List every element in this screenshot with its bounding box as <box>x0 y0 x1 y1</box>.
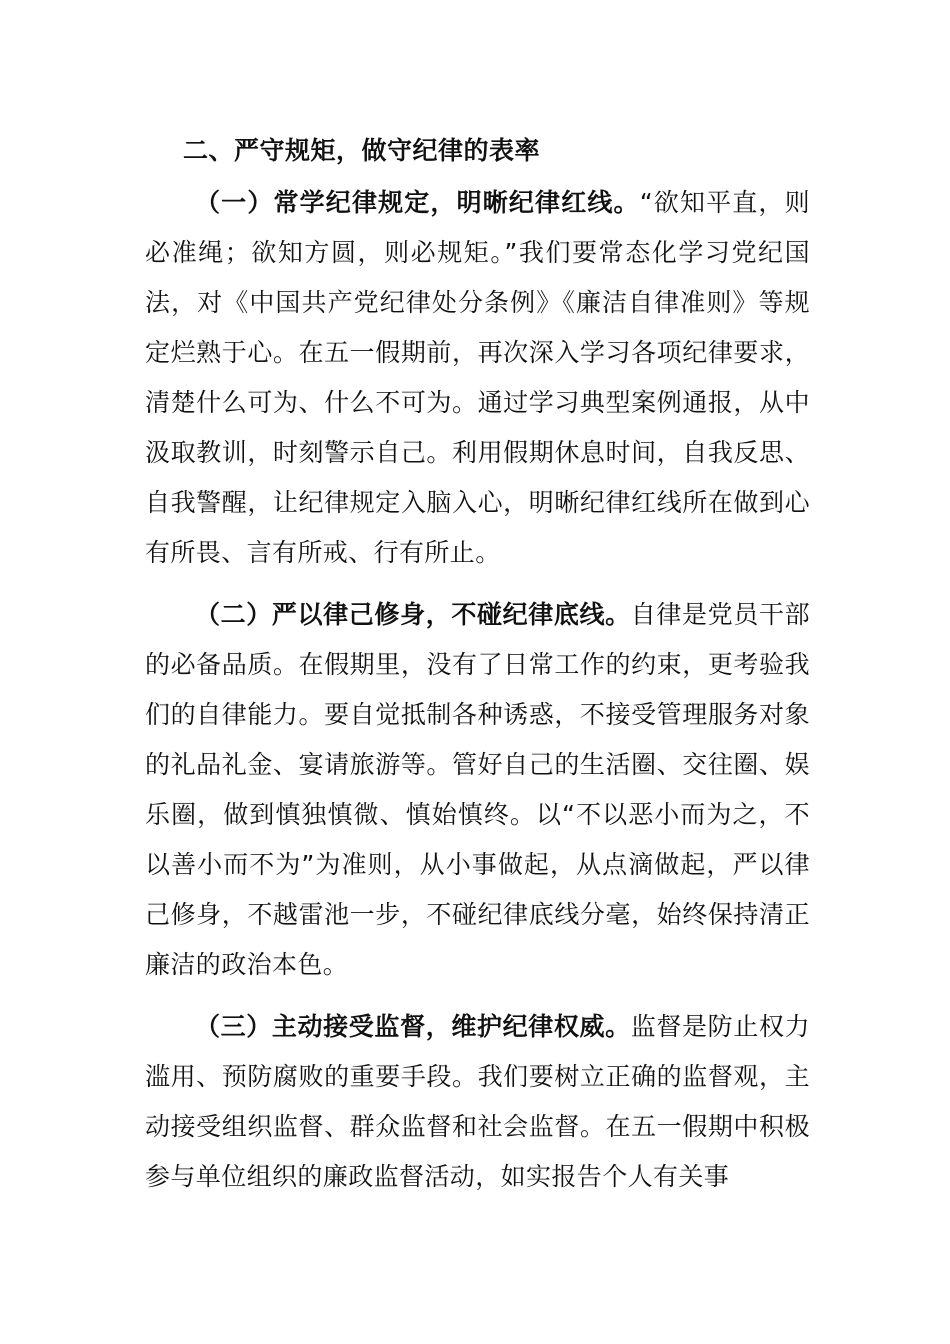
section-heading: 二、严守规矩，做守纪律的表率 <box>183 136 541 165</box>
document-body <box>145 128 810 1214</box>
paragraph-1 <box>145 178 810 578</box>
paragraph-2-lead: （二）严以律己修身，不碰纪律底线。 <box>195 600 631 629</box>
paragraph-3-lead: （三）主动接受监督，维护纪律权威。 <box>195 1012 631 1041</box>
paragraph-1-lead: （一）常学纪律规定，明晰纪律红线。 <box>195 188 640 217</box>
paragraph-1-body: “欲知平直，则必准绳；欲知方圆，则必规矩。”我们要常态化学习党纪国法，对《中国共产党纪律处分条例》《廉洁自律准则》等规定烂熟于心。在五一假期前，再次深入学习各项纪律要求，清楚什么可为、什么不可为。通过学习典型案例通报，从中汲取教训，时刻警示自己。利用假期休息时间，自我反思、自我警醒，让纪律规定入脑入心，明晰纪律红线所在做到心有所畏、言有所戒、行有所止。 <box>145 188 810 567</box>
paragraph-2 <box>145 590 810 990</box>
paragraph-3-body: 监督是防止权力滥用、预防腐败的重要手段。我们要树立正确的监督观，主动接受组织监督、群众监督和社会监督。在五一假期中积极参与单位组织的廉政监督活动，如实报告个人有关事 <box>145 1012 810 1191</box>
paragraph-2-body: 自律是党员干部的必备品质。在假期里，没有了日常工作的约束，更考验我们的自律能力。要自觉抵制各种诱惑，不接受管理服务对象的礼品礼金、宴请旅游等。管好自己的生活圈、交往圈、娱乐圈，做到慎独慎微、慎始慎终。以“不以恶小而为之，不以善小而不为”为准则，从小事做起，从点滴做起，严以律己修身，不越雷池一步，不碰纪律底线分毫，始终保持清正廉洁的政治本色。 <box>145 600 810 979</box>
paragraph-3 <box>145 1002 810 1202</box>
